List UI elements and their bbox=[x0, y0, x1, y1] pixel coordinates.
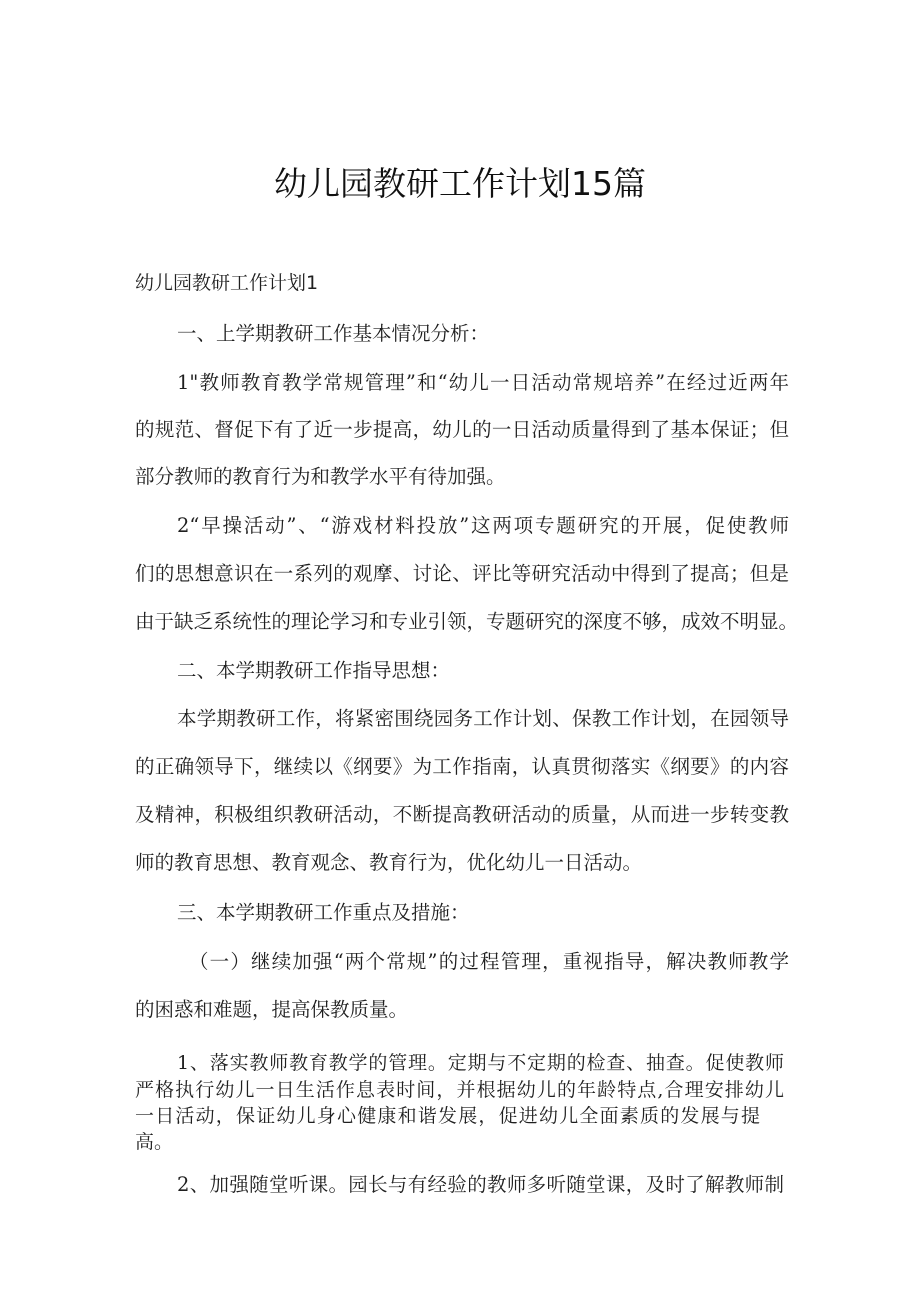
heading-line: 二、本学期教研工作指导思想： bbox=[177, 659, 451, 682]
paragraph-line: 1、落实教师教育教学的管理。定期与不定期的检查、抽查。促使教师 bbox=[177, 1052, 784, 1074]
paragraph-line: 严格执行幼儿一日生活作息表时间，并根据幼儿的年龄特点,合理安排幼儿 bbox=[135, 1079, 784, 1101]
paragraph-line: （一）继续加强“两个常规”的过程管理，重视指导，解决教师教学 bbox=[189, 950, 789, 973]
document-title: 幼儿园教研工作计划15篇 bbox=[274, 164, 646, 203]
paragraph-line: 高。 bbox=[135, 1131, 174, 1153]
paragraph-line: 的规范、督促下有了近一步提高，幼儿的一日活动质量得到了基本保证；但 bbox=[135, 418, 789, 441]
paragraph-line: 部分教师的教育行为和教学水平有待加强。 bbox=[135, 465, 506, 488]
section-subtitle: 幼儿园教研工作计划1 bbox=[135, 272, 319, 294]
paragraph-line: 由于缺乏系统性的理论学习和专业引领，专题研究的深度不够，成效不明显。 bbox=[135, 610, 799, 633]
heading-line: 三、本学期教研工作重点及措施： bbox=[177, 901, 470, 924]
paragraph-line: 的正确领导下，继续以《纲要》为工作指南，认真贯彻落实《纲要》的内容 bbox=[135, 755, 789, 778]
paragraph-line: 师的教育思想、教育观念、教育行为，优化幼儿一日活动。 bbox=[135, 851, 643, 874]
paragraph-line: 们的思想意识在一系列的观摩、讨论、评比等研究活动中得到了提高；但是 bbox=[135, 562, 789, 585]
paragraph-line: 一日活动，保证幼儿身心健康和谐发展，促进幼儿全面素质的发展与提 bbox=[135, 1105, 760, 1127]
paragraph-line: 1"教师教育教学常规管理”和“幼儿一日活动常规培养”在经过近两年 bbox=[177, 371, 789, 394]
paragraph-line: 的困惑和难题，提高保教质量。 bbox=[135, 998, 409, 1021]
paragraph-line: 2、加强随堂听课。园长与有经验的教师多听随堂课，及时了解教师制 bbox=[177, 1173, 784, 1196]
paragraph-line: 及精神，积极组织教研活动，不断提高教研活动的质量，从而进一步转变教 bbox=[135, 803, 789, 826]
paragraph-line: 本学期教研工作，将紧密围绕园务工作计划、保教工作计划，在园领导 bbox=[177, 707, 789, 730]
paragraph-line: 2“早操活动”、“游戏材料投放”这两项专题研究的开展，促使教师 bbox=[177, 514, 789, 537]
heading-line: 一、上学期教研工作基本情况分析： bbox=[177, 322, 490, 345]
